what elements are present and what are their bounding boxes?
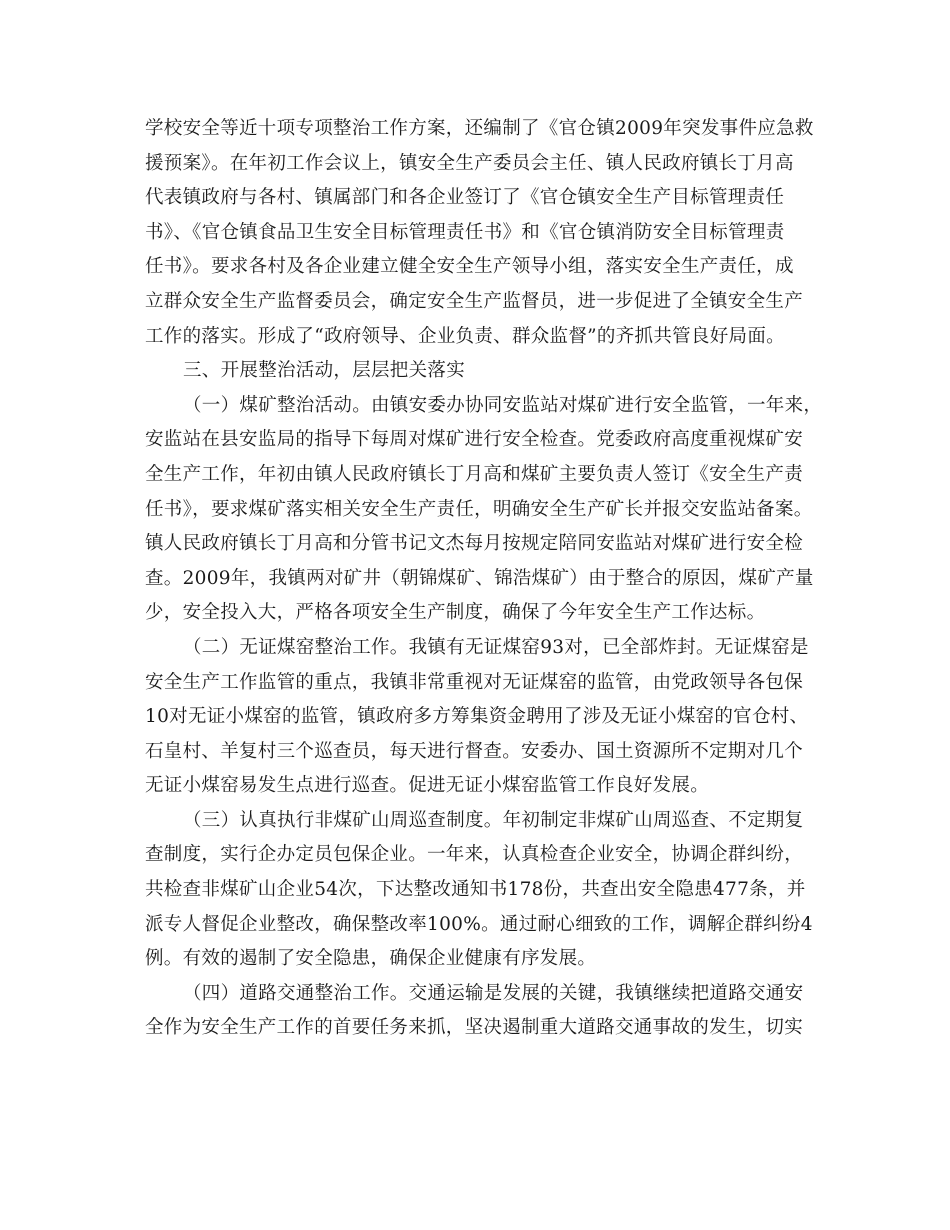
text-line: 无证小煤窑易发生点进行巡查。促进无证小煤窑监管工作良好发展。 <box>145 775 710 797</box>
text-line: 安监站在县安监局的指导下每周对煤矿进行安全检查。党委政府高度重视煤矿安 <box>145 429 804 451</box>
text-line: 共检查非煤矿山企业54次，下达整改通知书178份，共查出安全隐患477条，并 <box>145 879 806 901</box>
subsection-first-line: （二）无证煤窑整治工作。我镇有无证煤窑93对，已全部炸封。无证煤窑是 <box>183 636 809 658</box>
text-line: 查。2009年，我镇两对矿井（朝锦煤矿、锦浩煤矿）由于整合的原因，煤矿产量 <box>145 567 814 589</box>
text-line: 立群众安全生产监督委员会，确定安全生产监督员，进一步促进了全镇安全生产 <box>145 290 804 312</box>
text-line: 全生产工作，年初由镇人民政府镇长丁月高和煤矿主要负责人签订《安全生产责 <box>145 463 804 485</box>
text-line: 10对无证小煤窑的监管，镇政府多方筹集资金聘用了涉及无证小煤窑的官仓村、 <box>145 706 809 728</box>
text-line: 石皇村、羊复村三个巡查员，每天进行督查。安委办、国土资源所不定期对几个 <box>145 740 804 762</box>
text-line: 学校安全等近十项专项整治工作方案，还编制了《官仓镇2009年突发事件应急救 <box>145 118 814 139</box>
text-line: 少，安全投入大，严格各项安全生产制度，确保了今年安全生产工作达标。 <box>145 602 766 624</box>
text-line: 代表镇政府与各村、镇属部门和各企业签订了《官仓镇安全生产目标管理责任 <box>145 187 785 209</box>
text-line: 例。有效的遏制了安全隐患，确保企业健康有序发展。 <box>145 948 597 970</box>
subsection-first-line: （四）道路交通整治工作。交通运输是发展的关键，我镇继续把道路交通安 <box>183 982 804 1004</box>
text-line: 查制度，实行企办定员包保企业。一年来，认真检查企业安全，协调企群纠纷， <box>145 844 804 866</box>
text-line: 援预案》。在年初工作会议上，镇安全生产委员会主任、镇人民政府镇长丁月高 <box>145 152 794 174</box>
document-body <box>145 112 823 1046</box>
text-line: 工作的落实。形成了“政府领导、企业负责、群众监督”的齐抓共管良好局面。 <box>145 325 785 347</box>
text-line: 派专人督促企业整改，确保整改率100%。通过耐心细致的工作，调解企群纠纷4 <box>145 913 813 935</box>
text-line: 镇人民政府镇长丁月高和分管书记文杰每月按规定陪同安监站对煤矿进行安全检 <box>145 533 804 555</box>
text-line: 任书》。要求各村及各企业建立健全安全生产领导小组，落实安全生产责任，成 <box>145 256 794 278</box>
text-line: 任书》，要求煤矿落实相关安全生产责任，明确安全生产矿长并报交安监站备案。 <box>145 498 813 520</box>
section-heading: 三、开展整治活动，层层把关落实 <box>183 360 466 382</box>
text-line: 书》、《官仓镇食品卫生安全目标管理责任书》和《官仓镇消防安全目标管理责 <box>145 221 785 243</box>
text-line: 安全生产工作监管的重点，我镇非常重视对无证煤窑的监管，由党政领导各包保 <box>145 671 804 693</box>
subsection-first-line: （三）认真执行非煤矿山周巡查制度。年初制定非煤矿山周巡查、不定期复 <box>183 809 804 831</box>
text-line: 全作为安全生产工作的首要任务来抓，坚决遏制重大道路交通事故的发生，切实 <box>145 1017 804 1039</box>
subsection-first-line: （一）煤矿整治活动。由镇安委办协同安监站对煤矿进行安全监管，一年来， <box>183 394 823 416</box>
